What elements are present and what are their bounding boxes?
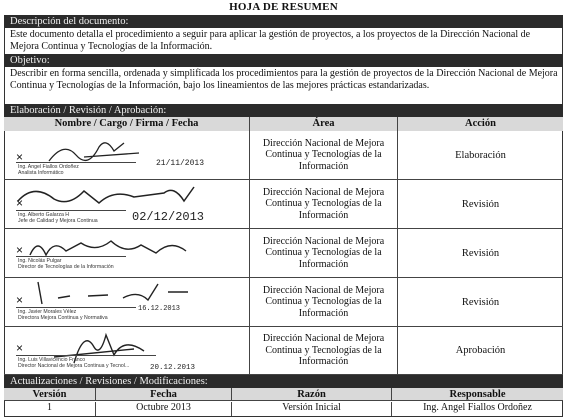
signature-line: [16, 307, 136, 308]
responsable-cell: Ing. Angel Fiallos Ordoñez: [423, 402, 532, 413]
section-header-aprobacion: Elaboración / Revisión / Aprobación:: [4, 104, 563, 117]
version-cell: 1: [4, 402, 96, 416]
area-cell: Dirección Nacional de Mejora Continua y Tecnologías de la Información: [250, 327, 398, 375]
section-header-objetivo: Objetivo:: [4, 54, 563, 67]
area-cell: Dirección Nacional de Mejora Continua y Tecnologías de la Información: [250, 180, 398, 229]
signature-date: 21/11/2013: [156, 159, 205, 168]
section-header-actualizaciones: Actualizaciones / Revisiones / Modificaciones:: [4, 375, 563, 388]
area-cell: Dirección Nacional de Mejora Continua y Tecnologías de la Información: [250, 278, 398, 327]
signature-x-mark: ×: [16, 293, 24, 307]
signer-role: Director Nacional de Mejora Continua y Tecnol...: [18, 363, 130, 369]
section-header-descripcion: Descripción del documento:: [4, 15, 563, 28]
signature-cell: [4, 229, 250, 278]
signer-name: Ing. Nicolás Pulgar: [18, 258, 62, 264]
signature-x-mark: ×: [16, 150, 24, 164]
col-header-responsable: Responsable: [392, 388, 563, 401]
signer-role: Director de Tecnologías de la Información: [18, 264, 114, 270]
signature-image: [14, 181, 204, 211]
col-header-nombre: Nombre / Cargo / Firma / Fecha: [4, 117, 250, 131]
area-cell: Dirección Nacional de Mejora Continua y Tecnologías de la Información: [250, 229, 398, 278]
signer-name: Ing. Alberto Galarza H: [18, 212, 70, 218]
accion-cell: Revisión: [398, 229, 563, 278]
signature-x-mark: ×: [16, 341, 24, 355]
razon-cell: Versión Inicial: [232, 402, 392, 416]
signer-name: Ing. Luis Villavicencio Franco: [18, 357, 86, 363]
signature-line: [16, 355, 156, 356]
page-title: HOJA DE RESUMEN: [229, 1, 338, 13]
signature-image: [18, 278, 208, 308]
signature-line: [16, 256, 126, 257]
signature-line: [16, 210, 126, 211]
objetivo-text: Describir en forma sencilla, ordenada y simplificada los procedimientos para la gestión de proyectos de la Dirección Nacional de Mejora Continua y Tecnologías de la Información, bajo los lineamientos de las mejores prácticas estandarizadas.: [10, 68, 558, 91]
accion-cell: Revisión: [398, 278, 563, 327]
signature-cell: [4, 327, 250, 375]
signer-role: Analista Informático: [18, 170, 64, 176]
signature-date: 02/12/2013: [132, 210, 205, 224]
col-header-fecha: Fecha: [96, 388, 232, 401]
signature-date: 20.12.2013: [150, 364, 196, 372]
signature-cell: [4, 278, 250, 327]
accion-cell: Revisión: [398, 180, 563, 229]
signature-line: [16, 162, 136, 163]
signer-name: Ing. Angel Fiallos Ordoñez: [18, 164, 79, 170]
signature-cell: [4, 180, 250, 229]
col-header-version: Versión: [4, 388, 96, 401]
col-header-area: Área: [250, 117, 398, 131]
fecha-cell: Octubre 2013: [96, 402, 232, 416]
signer-name: Ing. Javier Morales Vélez: [18, 309, 77, 315]
signature-x-mark: ×: [16, 196, 24, 210]
accion-cell: Elaboración: [398, 131, 563, 180]
col-header-accion: Acción: [398, 117, 563, 131]
col-header-razon: Razón: [232, 388, 392, 401]
signer-role: Jefe de Calidad y Mejora Continua: [18, 218, 98, 224]
signer-role: Directora Mejora Continua y Normativa: [18, 315, 108, 321]
area-cell: Dirección Nacional de Mejora Continua y Tecnologías de la Información: [250, 131, 398, 180]
signature-date: 16.12.2013: [138, 305, 181, 313]
signature-x-mark: ×: [16, 243, 24, 257]
accion-cell: Aprobación: [398, 327, 563, 375]
signature-cell: [4, 131, 250, 180]
descripcion-text: Este documento detalla el procedimiento a seguir para aplicar la gestión de proyectos, a los proyectos de la Dirección Nacional de Mejora Continua y Tecnologías de la Información.: [10, 29, 531, 52]
